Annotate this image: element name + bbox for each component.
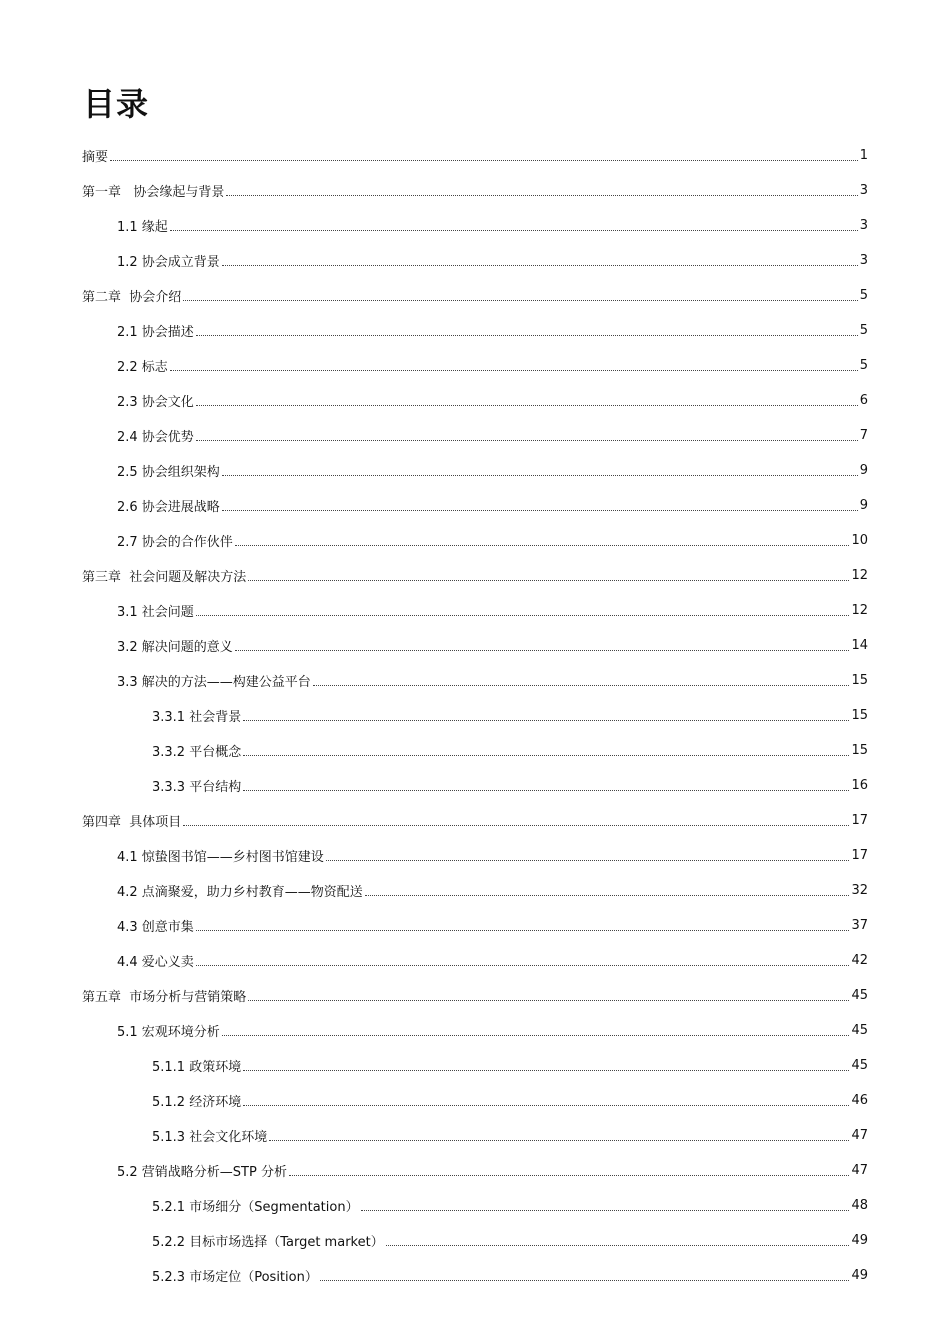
toc-entry[interactable]	[0, 908, 950, 943]
toc-dot-leader	[196, 965, 850, 966]
toc-entry-label: 5.2.1 市场细分（Segmentation）	[152, 1200, 359, 1215]
toc-entry[interactable]	[0, 1048, 950, 1083]
toc-dot-leader	[196, 335, 858, 336]
toc-entry-label: 2.7 协会的合作伙伴	[117, 535, 233, 550]
toc-entry-label: 摘要	[82, 150, 109, 165]
toc-entry[interactable]	[0, 768, 950, 803]
toc-entry-page-number: 10	[851, 533, 868, 548]
toc-entry-label: 3.3.2 平台概念	[152, 745, 242, 760]
toc-entry[interactable]	[0, 313, 950, 348]
toc-entry-label: 4.2 点滴聚爱，助力乡村教育——物资配送	[117, 885, 363, 900]
toc-entry[interactable]	[0, 1013, 950, 1048]
toc-entry-page-number: 49	[851, 1233, 868, 1248]
toc-entry[interactable]	[0, 348, 950, 383]
toc-dot-leader	[222, 1035, 850, 1036]
toc-entry[interactable]	[0, 943, 950, 978]
toc-entry-label: 5.2.2 目标市场选择（Target market）	[152, 1235, 384, 1250]
toc-entry[interactable]	[0, 208, 950, 243]
toc-entry[interactable]	[0, 733, 950, 768]
toc-entry[interactable]	[0, 873, 950, 908]
toc-entry-label: 2.1 协会描述	[117, 325, 194, 340]
toc-entry-page-number: 17	[851, 813, 868, 828]
toc-entry-label: 3.2 解决问题的意义	[117, 640, 233, 655]
toc-entry[interactable]	[0, 243, 950, 278]
toc-entry-label: 1.1 缘起	[117, 220, 168, 235]
toc-entry-label: 4.3 创意市集	[117, 920, 194, 935]
toc-dot-leader	[170, 370, 858, 371]
toc-entry[interactable]	[0, 803, 950, 838]
toc-entry-label: 3.1 社会问题	[117, 605, 194, 620]
toc-dot-leader	[243, 1105, 849, 1106]
toc-entry-page-number: 14	[851, 638, 868, 653]
toc-entry-page-number: 45	[851, 1058, 868, 1073]
toc-entry-label: 4.1 惊蛰图书馆——乡村图书馆建设	[117, 850, 324, 865]
toc-entry[interactable]	[0, 663, 950, 698]
toc-dot-leader	[269, 1140, 849, 1141]
toc-entry-label: 5.1 宏观环境分析	[117, 1025, 220, 1040]
toc-entry-label: 第五章 市场分析与营销策略	[82, 990, 247, 1005]
toc-entry-page-number: 17	[851, 848, 868, 863]
toc-dot-leader	[235, 650, 850, 651]
toc-entry[interactable]	[0, 418, 950, 453]
toc-dot-leader	[289, 1175, 849, 1176]
toc-dot-leader	[243, 755, 849, 756]
toc-entry-page-number: 47	[851, 1128, 868, 1143]
toc-entry-label: 5.2 营销战略分析—STP 分析	[117, 1165, 287, 1180]
toc-entry-page-number: 5	[859, 323, 868, 338]
toc-dot-leader	[222, 265, 858, 266]
toc-dot-leader	[243, 790, 849, 791]
toc-entry-page-number: 12	[851, 568, 868, 583]
toc-entry[interactable]	[0, 1153, 950, 1188]
toc-dot-leader	[196, 930, 850, 931]
toc-entry[interactable]	[0, 978, 950, 1013]
toc-entry-page-number: 45	[851, 1023, 868, 1038]
toc-entry[interactable]	[0, 1258, 950, 1293]
toc-list	[0, 138, 950, 1293]
toc-entry[interactable]	[0, 278, 950, 313]
toc-dot-leader	[196, 440, 858, 441]
toc-dot-leader	[248, 1000, 849, 1001]
toc-entry-page-number: 9	[859, 498, 868, 513]
toc-entry[interactable]	[0, 698, 950, 733]
toc-entry-page-number: 32	[851, 883, 868, 898]
toc-entry-page-number: 6	[859, 393, 868, 408]
toc-entry-page-number: 42	[851, 953, 868, 968]
toc-entry-label: 3.3.1 社会背景	[152, 710, 242, 725]
toc-entry[interactable]	[0, 1188, 950, 1223]
toc-dot-leader	[222, 510, 858, 511]
toc-entry-label: 3.3.3 平台结构	[152, 780, 242, 795]
toc-entry-page-number: 45	[851, 988, 868, 1003]
toc-entry-page-number: 15	[851, 673, 868, 688]
toc-entry-label: 4.4 爱心义卖	[117, 955, 194, 970]
toc-dot-leader	[243, 720, 849, 721]
toc-dot-leader	[226, 195, 857, 196]
toc-entry-label: 5.1.1 政策环境	[152, 1060, 242, 1075]
toc-entry-label: 2.3 协会文化	[117, 395, 194, 410]
toc-entry[interactable]	[0, 138, 950, 173]
toc-entry-label: 第四章 具体项目	[82, 815, 182, 830]
toc-entry[interactable]	[0, 1083, 950, 1118]
toc-entry-page-number: 7	[859, 428, 868, 443]
toc-dot-leader	[196, 405, 858, 406]
toc-dot-leader	[222, 475, 858, 476]
toc-dot-leader	[361, 1210, 850, 1211]
toc-entry-page-number: 16	[851, 778, 868, 793]
toc-dot-leader	[183, 825, 849, 826]
toc-dot-leader	[365, 895, 850, 896]
toc-entry-page-number: 15	[851, 708, 868, 723]
toc-entry-page-number: 47	[851, 1163, 868, 1178]
toc-entry[interactable]	[0, 593, 950, 628]
toc-entry-page-number: 12	[851, 603, 868, 618]
toc-entry-page-number: 3	[859, 253, 868, 268]
toc-title: 目录	[83, 85, 150, 123]
toc-entry-label: 第二章 协会介绍	[82, 290, 182, 305]
toc-entry[interactable]	[0, 1118, 950, 1153]
toc-dot-leader	[196, 615, 850, 616]
toc-dot-leader	[110, 160, 858, 161]
toc-dot-leader	[183, 300, 857, 301]
toc-entry-label: 1.2 协会成立背景	[117, 255, 220, 270]
toc-entry[interactable]	[0, 523, 950, 558]
toc-dot-leader	[326, 860, 850, 861]
toc-entry-page-number: 5	[859, 288, 868, 303]
toc-entry[interactable]	[0, 628, 950, 663]
toc-entry[interactable]	[0, 383, 950, 418]
toc-entry-page-number: 3	[859, 218, 868, 233]
toc-entry-page-number: 9	[859, 463, 868, 478]
toc-entry-page-number: 37	[851, 918, 868, 933]
toc-dot-leader	[248, 580, 849, 581]
toc-entry-label: 2.2 标志	[117, 360, 168, 375]
toc-entry-page-number: 49	[851, 1268, 868, 1283]
toc-entry-page-number: 46	[851, 1093, 868, 1108]
toc-entry-label: 第三章 社会问题及解决方法	[82, 570, 247, 585]
toc-entry-label: 3.3 解决的方法——构建公益平台	[117, 675, 311, 690]
toc-dot-leader	[313, 685, 850, 686]
toc-entry-page-number: 1	[859, 148, 868, 163]
toc-dot-leader	[170, 230, 858, 231]
toc-entry[interactable]	[0, 173, 950, 208]
toc-entry-page-number: 3	[859, 183, 868, 198]
toc-entry-label: 5.2.3 市场定位（Position）	[152, 1270, 318, 1285]
toc-dot-leader	[235, 545, 850, 546]
toc-dot-leader	[386, 1245, 850, 1246]
toc-entry-label: 5.1.3 社会文化环境	[152, 1130, 268, 1145]
toc-entry-page-number: 48	[851, 1198, 868, 1213]
toc-entry[interactable]	[0, 453, 950, 488]
toc-entry-label: 第一章 协会缘起与背景	[82, 185, 225, 200]
toc-entry-label: 2.6 协会进展战略	[117, 500, 220, 515]
toc-dot-leader	[243, 1070, 849, 1071]
toc-entry-page-number: 15	[851, 743, 868, 758]
toc-entry-page-number: 5	[859, 358, 868, 373]
toc-entry-label: 2.5 协会组织架构	[117, 465, 220, 480]
toc-entry[interactable]	[0, 488, 950, 523]
toc-entry-label: 5.1.2 经济环境	[152, 1095, 242, 1110]
toc-entry[interactable]	[0, 558, 950, 593]
toc-dot-leader	[320, 1280, 850, 1281]
toc-entry-label: 2.4 协会优势	[117, 430, 194, 445]
toc-entry[interactable]	[0, 1223, 950, 1258]
toc-entry[interactable]	[0, 838, 950, 873]
